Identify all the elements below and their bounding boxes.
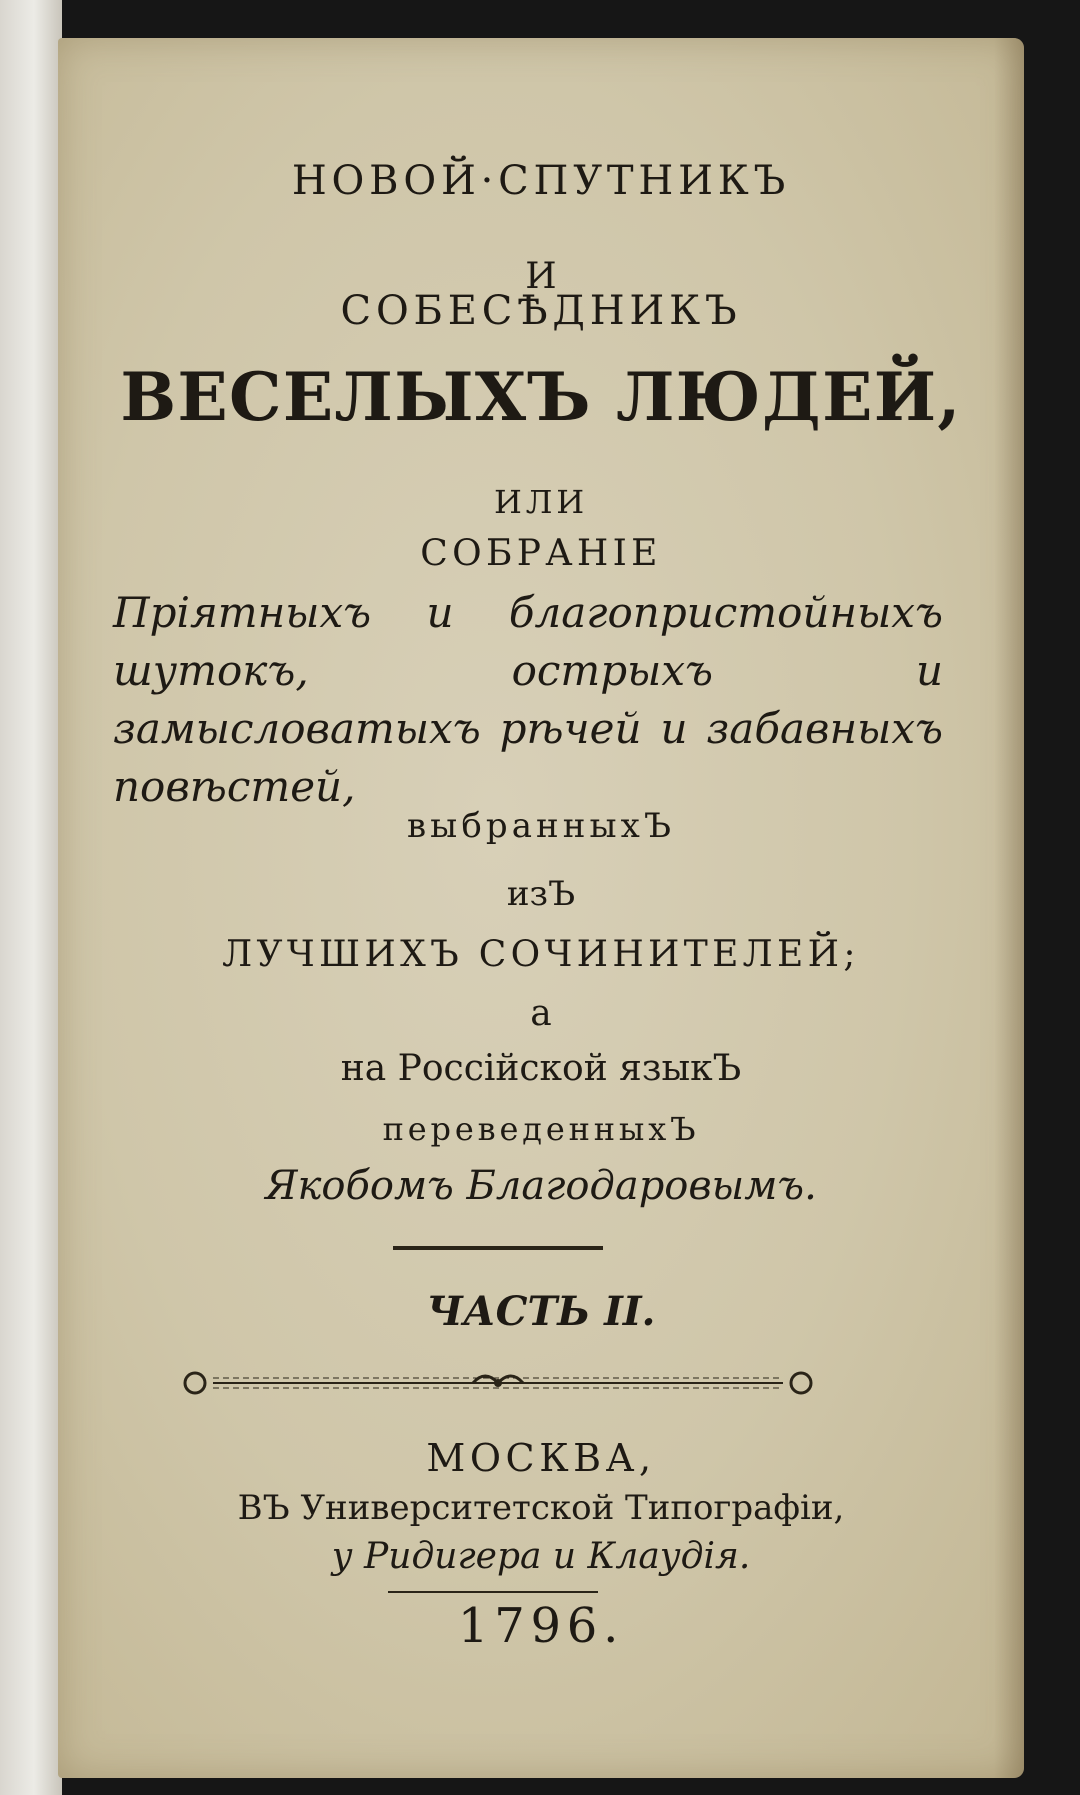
imprint-printers: у Ридигера и Клаудія. <box>331 1536 751 1577</box>
translator-name: Якобомъ Благодаровымъ. <box>265 1163 817 1209</box>
conjunction-ili: ИЛИ <box>493 483 589 521</box>
divider-rule <box>393 1246 603 1250</box>
subtitle-description: Пріятныхъ и благопристойныхъ шутокъ, острыхъ и замысловатыхъ рѣчей и забавныхъ повѣстей, <box>113 588 943 811</box>
title-line-4: ВЕСЕЛЫХЪ ЛЮДЕЙ, <box>120 358 962 436</box>
phrase-a: а <box>530 993 552 1034</box>
title-line-1: НОВОЙ·СПУТНИКЪ <box>291 158 791 204</box>
phrase-na-rossiyskoy: на Россійской языкЪ <box>340 1048 742 1089</box>
imprint-press: ВЪ Университетской Типографіи, <box>237 1488 845 1528</box>
title-page-content <box>58 38 1024 1778</box>
phrase-iz: изЪ <box>506 874 576 914</box>
year-rule <box>388 1591 598 1593</box>
phrase-perevedennykh: переведенныхЪ <box>382 1110 700 1148</box>
subtitle-sobranie: СОБРАНІЕ <box>420 533 662 574</box>
imprint-year: 1796. <box>457 1598 625 1654</box>
title-line-3: СОБЕСѢДНИКЪ <box>340 288 742 334</box>
part-number: ЧАСТЬ II. <box>426 1288 656 1335</box>
ornamental-divider <box>173 1363 823 1403</box>
imprint-city: МОСКВА, <box>426 1436 656 1480</box>
book-page <box>58 38 1024 1778</box>
phrase-luchshikh-sochiniteley: ЛУЧШИХЪ СОЧИНИТЕЛЕЙ; <box>222 934 860 975</box>
phrase-vybrannykh: выбранныхЪ <box>406 806 676 846</box>
title-line-2: И <box>525 256 557 297</box>
adjacent-page-edge <box>0 0 62 1795</box>
